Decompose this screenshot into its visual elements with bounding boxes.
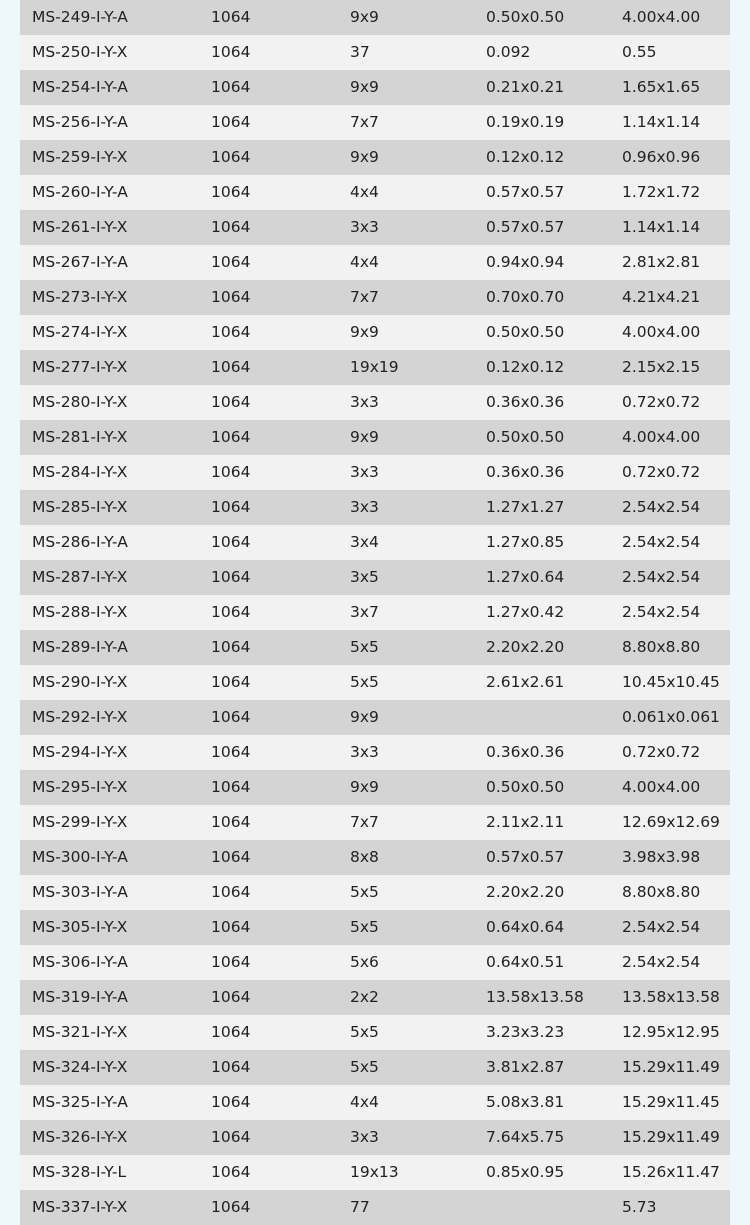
spacing-cell: 0.94x0.94 xyxy=(486,253,565,271)
array-cell: 7x7 xyxy=(350,288,379,306)
spacing-cell: 0.57x0.57 xyxy=(486,218,565,236)
spacing-cell: 1.27x0.64 xyxy=(486,568,565,586)
wavelength-cell: 1064 xyxy=(211,1163,251,1181)
array-cell: 5x5 xyxy=(350,673,379,691)
table-row xyxy=(20,665,730,700)
model-cell: MS-280-I-Y-X xyxy=(32,393,128,411)
wavelength-cell: 1064 xyxy=(211,638,251,656)
array-cell: 4x4 xyxy=(350,1093,379,1111)
table-row xyxy=(20,490,730,525)
table-row xyxy=(20,1050,730,1085)
spacing-cell: 0.85x0.95 xyxy=(486,1163,565,1181)
size-cell: 2.54x2.54 xyxy=(622,533,701,551)
size-cell: 1.65x1.65 xyxy=(622,78,701,96)
model-cell: MS-294-I-Y-X xyxy=(32,743,128,761)
array-cell: 5x5 xyxy=(350,1023,379,1041)
size-cell: 13.58x13.58 xyxy=(622,988,720,1006)
spacing-cell: 0.50x0.50 xyxy=(486,323,565,341)
spacing-cell: 7.64x5.75 xyxy=(486,1128,565,1146)
array-cell: 4x4 xyxy=(350,253,379,271)
model-cell: MS-287-I-Y-X xyxy=(32,568,128,586)
wavelength-cell: 1064 xyxy=(211,603,251,621)
spacing-cell: 2.20x2.20 xyxy=(486,638,565,656)
model-cell: MS-259-I-Y-X xyxy=(32,148,128,166)
size-cell: 4.00x4.00 xyxy=(622,778,701,796)
wavelength-cell: 1064 xyxy=(211,883,251,901)
table-row xyxy=(20,525,730,560)
wavelength-cell: 1064 xyxy=(211,918,251,936)
model-cell: MS-328-I-Y-L xyxy=(32,1163,127,1181)
spacing-cell: 2.11x2.11 xyxy=(486,813,565,831)
wavelength-cell: 1064 xyxy=(211,498,251,516)
wavelength-cell: 1064 xyxy=(211,1128,251,1146)
array-cell: 4x4 xyxy=(350,183,379,201)
size-cell: 15.29x11.49 xyxy=(622,1058,720,1076)
model-cell: MS-325-I-Y-A xyxy=(32,1093,128,1111)
array-cell: 3x7 xyxy=(350,603,379,621)
size-cell: 3.98x3.98 xyxy=(622,848,701,866)
model-cell: MS-306-I-Y-A xyxy=(32,953,128,971)
model-cell: MS-254-I-Y-A xyxy=(32,78,128,96)
size-cell: 2.54x2.54 xyxy=(622,568,701,586)
table-row xyxy=(20,630,730,665)
model-cell: MS-292-I-Y-X xyxy=(32,708,128,726)
wavelength-cell: 1064 xyxy=(211,463,251,481)
array-cell: 7x7 xyxy=(350,813,379,831)
size-cell: 2.54x2.54 xyxy=(622,918,701,936)
wavelength-cell: 1064 xyxy=(211,568,251,586)
size-cell: 2.81x2.81 xyxy=(622,253,701,271)
array-cell: 9x9 xyxy=(350,148,379,166)
spacing-cell: 1.27x0.42 xyxy=(486,603,565,621)
spacing-cell: 0.36x0.36 xyxy=(486,743,565,761)
table-row xyxy=(20,1085,730,1120)
table-row xyxy=(20,875,730,910)
size-cell: 0.061x0.061 xyxy=(622,708,720,726)
array-cell: 9x9 xyxy=(350,78,379,96)
table-row xyxy=(20,910,730,945)
array-cell: 5x5 xyxy=(350,638,379,656)
table-row xyxy=(20,350,730,385)
size-cell: 4.00x4.00 xyxy=(622,8,701,26)
model-cell: MS-303-I-Y-A xyxy=(32,883,128,901)
size-cell: 2.15x2.15 xyxy=(622,358,701,376)
wavelength-cell: 1064 xyxy=(211,183,251,201)
table-row xyxy=(20,315,730,350)
wavelength-cell: 1064 xyxy=(211,358,251,376)
model-cell: MS-321-I-Y-X xyxy=(32,1023,128,1041)
size-cell: 15.29x11.49 xyxy=(622,1128,720,1146)
wavelength-cell: 1064 xyxy=(211,78,251,96)
table-row xyxy=(20,770,730,805)
spacing-cell: 0.64x0.64 xyxy=(486,918,565,936)
size-cell: 4.00x4.00 xyxy=(622,323,701,341)
model-cell: MS-261-I-Y-X xyxy=(32,218,128,236)
array-cell: 3x3 xyxy=(350,463,379,481)
model-cell: MS-286-I-Y-A xyxy=(32,533,128,551)
spacing-cell: 2.61x2.61 xyxy=(486,673,565,691)
array-cell: 5x6 xyxy=(350,953,379,971)
size-cell: 12.69x12.69 xyxy=(622,813,720,831)
table-row xyxy=(20,560,730,595)
array-cell: 7x7 xyxy=(350,113,379,131)
table-row xyxy=(20,735,730,770)
wavelength-cell: 1064 xyxy=(211,8,251,26)
spacing-cell: 2.20x2.20 xyxy=(486,883,565,901)
model-cell: MS-273-I-Y-X xyxy=(32,288,128,306)
spacing-cell: 0.21x0.21 xyxy=(486,78,565,96)
array-cell: 3x3 xyxy=(350,743,379,761)
model-cell: MS-260-I-Y-A xyxy=(32,183,128,201)
array-cell: 3x5 xyxy=(350,568,379,586)
size-cell: 12.95x12.95 xyxy=(622,1023,720,1041)
spacing-cell: 0.36x0.36 xyxy=(486,463,565,481)
wavelength-cell: 1064 xyxy=(211,218,251,236)
wavelength-cell: 1064 xyxy=(211,673,251,691)
array-cell: 2x2 xyxy=(350,988,379,1006)
size-cell: 4.21x4.21 xyxy=(622,288,701,306)
size-cell: 0.72x0.72 xyxy=(622,743,701,761)
wavelength-cell: 1064 xyxy=(211,428,251,446)
spacing-cell: 0.19x0.19 xyxy=(486,113,565,131)
wavelength-cell: 1064 xyxy=(211,43,251,61)
wavelength-cell: 1064 xyxy=(211,1058,251,1076)
size-cell: 5.73 xyxy=(622,1198,657,1216)
size-cell: 0.72x0.72 xyxy=(622,393,701,411)
model-cell: MS-300-I-Y-A xyxy=(32,848,128,866)
array-cell: 9x9 xyxy=(350,778,379,796)
spacing-cell: 0.12x0.12 xyxy=(486,148,565,166)
table-row xyxy=(20,455,730,490)
table-row xyxy=(20,1015,730,1050)
size-cell: 8.80x8.80 xyxy=(622,638,701,656)
array-cell: 77 xyxy=(350,1198,370,1216)
table-row xyxy=(20,595,730,630)
wavelength-cell: 1064 xyxy=(211,533,251,551)
model-cell: MS-277-I-Y-X xyxy=(32,358,128,376)
array-cell: 3x3 xyxy=(350,1128,379,1146)
table-row xyxy=(20,70,730,105)
size-cell: 8.80x8.80 xyxy=(622,883,701,901)
table-row xyxy=(20,175,730,210)
table-row xyxy=(20,1190,730,1225)
array-cell: 3x3 xyxy=(350,393,379,411)
table-row xyxy=(20,210,730,245)
table-row xyxy=(20,245,730,280)
model-cell: MS-324-I-Y-X xyxy=(32,1058,128,1076)
spacing-cell: 0.64x0.51 xyxy=(486,953,565,971)
table-row xyxy=(20,280,730,315)
size-cell: 0.55 xyxy=(622,43,657,61)
array-cell: 19x19 xyxy=(350,358,399,376)
spacing-cell: 0.50x0.50 xyxy=(486,778,565,796)
wavelength-cell: 1064 xyxy=(211,1093,251,1111)
table-row xyxy=(20,35,730,70)
model-cell: MS-285-I-Y-X xyxy=(32,498,128,516)
wavelength-cell: 1064 xyxy=(211,848,251,866)
spacing-cell: 0.57x0.57 xyxy=(486,848,565,866)
size-cell: 15.26x11.47 xyxy=(622,1163,720,1181)
table-row xyxy=(20,1155,730,1190)
model-cell: MS-305-I-Y-X xyxy=(32,918,128,936)
wavelength-cell: 1064 xyxy=(211,393,251,411)
table-row xyxy=(20,840,730,875)
spacing-cell: 0.36x0.36 xyxy=(486,393,565,411)
spacing-cell: 1.27x0.85 xyxy=(486,533,565,551)
array-cell: 9x9 xyxy=(350,323,379,341)
size-cell: 0.72x0.72 xyxy=(622,463,701,481)
array-cell: 8x8 xyxy=(350,848,379,866)
spacing-cell: 0.70x0.70 xyxy=(486,288,565,306)
size-cell: 1.72x1.72 xyxy=(622,183,701,201)
array-cell: 19x13 xyxy=(350,1163,399,1181)
spacing-cell: 5.08x3.81 xyxy=(486,1093,565,1111)
size-cell: 0.96x0.96 xyxy=(622,148,701,166)
model-cell: MS-299-I-Y-X xyxy=(32,813,128,831)
wavelength-cell: 1064 xyxy=(211,148,251,166)
wavelength-cell: 1064 xyxy=(211,288,251,306)
spacing-cell: 3.23x3.23 xyxy=(486,1023,565,1041)
wavelength-cell: 1064 xyxy=(211,1023,251,1041)
model-cell: MS-337-I-Y-X xyxy=(32,1198,128,1216)
model-cell: MS-267-I-Y-A xyxy=(32,253,128,271)
model-cell: MS-319-I-Y-A xyxy=(32,988,128,1006)
spacing-cell: 3.81x2.87 xyxy=(486,1058,565,1076)
array-cell: 9x9 xyxy=(350,8,379,26)
model-cell: MS-326-I-Y-X xyxy=(32,1128,128,1146)
array-cell: 9x9 xyxy=(350,708,379,726)
table-row xyxy=(20,945,730,980)
size-cell: 10.45x10.45 xyxy=(622,673,720,691)
table-row xyxy=(20,105,730,140)
table-row xyxy=(20,1120,730,1155)
size-cell: 1.14x1.14 xyxy=(622,113,701,131)
model-cell: MS-295-I-Y-X xyxy=(32,778,128,796)
wavelength-cell: 1064 xyxy=(211,323,251,341)
size-cell: 1.14x1.14 xyxy=(622,218,701,236)
model-cell: MS-288-I-Y-X xyxy=(32,603,128,621)
table-row xyxy=(20,805,730,840)
wavelength-cell: 1064 xyxy=(211,988,251,1006)
array-cell: 5x5 xyxy=(350,1058,379,1076)
wavelength-cell: 1064 xyxy=(211,708,251,726)
model-cell: MS-249-I-Y-A xyxy=(32,8,128,26)
spacing-cell: 0.092 xyxy=(486,43,531,61)
table-row xyxy=(20,0,730,35)
spacing-cell: 0.12x0.12 xyxy=(486,358,565,376)
model-cell: MS-289-I-Y-A xyxy=(32,638,128,656)
wavelength-cell: 1064 xyxy=(211,1198,251,1216)
model-cell: MS-290-I-Y-X xyxy=(32,673,128,691)
model-cell: MS-250-I-Y-X xyxy=(32,43,128,61)
spacing-cell: 0.50x0.50 xyxy=(486,428,565,446)
spacing-cell: 1.27x1.27 xyxy=(486,498,565,516)
model-cell: MS-284-I-Y-X xyxy=(32,463,128,481)
size-cell: 15.29x11.45 xyxy=(622,1093,720,1111)
wavelength-cell: 1064 xyxy=(211,778,251,796)
product-table xyxy=(20,0,730,1225)
size-cell: 2.54x2.54 xyxy=(622,953,701,971)
spacing-cell: 13.58x13.58 xyxy=(486,988,584,1006)
size-cell: 2.54x2.54 xyxy=(622,603,701,621)
table-row xyxy=(20,700,730,735)
wavelength-cell: 1064 xyxy=(211,743,251,761)
wavelength-cell: 1064 xyxy=(211,113,251,131)
table-row xyxy=(20,420,730,455)
model-cell: MS-256-I-Y-A xyxy=(32,113,128,131)
table-row xyxy=(20,385,730,420)
wavelength-cell: 1064 xyxy=(211,813,251,831)
model-cell: MS-274-I-Y-X xyxy=(32,323,128,341)
spacing-cell: 0.50x0.50 xyxy=(486,8,565,26)
array-cell: 3x3 xyxy=(350,218,379,236)
array-cell: 37 xyxy=(350,43,370,61)
table-row xyxy=(20,140,730,175)
size-cell: 4.00x4.00 xyxy=(622,428,701,446)
array-cell: 3x4 xyxy=(350,533,379,551)
array-cell: 9x9 xyxy=(350,428,379,446)
array-cell: 3x3 xyxy=(350,498,379,516)
spacing-cell: 0.57x0.57 xyxy=(486,183,565,201)
model-cell: MS-281-I-Y-X xyxy=(32,428,128,446)
wavelength-cell: 1064 xyxy=(211,953,251,971)
size-cell: 2.54x2.54 xyxy=(622,498,701,516)
array-cell: 5x5 xyxy=(350,883,379,901)
table-row xyxy=(20,980,730,1015)
wavelength-cell: 1064 xyxy=(211,253,251,271)
array-cell: 5x5 xyxy=(350,918,379,936)
